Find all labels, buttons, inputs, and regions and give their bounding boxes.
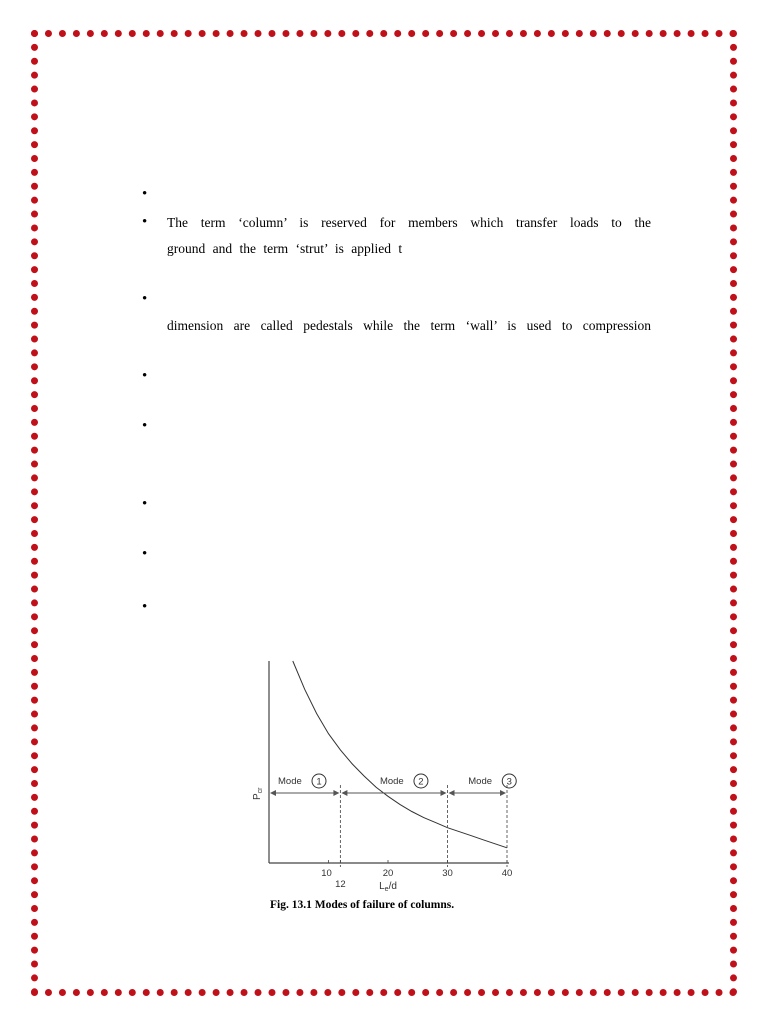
x-tick-label: 12 — [335, 879, 346, 890]
bullet-dot: • — [142, 186, 148, 202]
bullet-3 — [142, 291, 147, 308]
arrowhead-right — [441, 790, 447, 796]
y-axis-label-subscript: cr — [257, 787, 264, 794]
arrowhead-right — [333, 790, 339, 796]
bullet-dot: • — [142, 496, 148, 512]
paragraph-column-line-1: The term ‘column’ is reserved for members which transfer loads to the — [167, 215, 651, 230]
arrowhead-left — [449, 790, 455, 796]
arrowhead-left — [270, 790, 276, 796]
bullet-6 — [142, 496, 147, 513]
bullet-dot: • — [142, 291, 148, 307]
y-axis-label: $P_{cr}$ — [252, 787, 264, 800]
mode-number: 2 — [418, 776, 424, 788]
bullet-dot: • — [142, 368, 148, 384]
mode-number: 1 — [316, 776, 322, 788]
bullet-8 — [142, 599, 147, 616]
mode-number: 3 — [506, 776, 512, 788]
x-tick-label: 30 — [442, 868, 453, 879]
x-axis-label-rest: /d — [388, 881, 397, 892]
arrowhead-left — [341, 790, 347, 796]
paragraph-column-line-2: ground and the term ‘strut’ is applied t — [167, 241, 403, 256]
bullet-4 — [142, 368, 147, 385]
mode-label: Mode — [278, 776, 302, 787]
bullet-dot: • — [142, 599, 148, 615]
bullet-1 — [142, 186, 147, 203]
mode-label: Mode — [468, 776, 493, 787]
figure-caption: Fig. 13.1 Modes of failure of columns. — [270, 899, 455, 911]
bullet-dot: • — [142, 214, 148, 230]
bullet-7 — [142, 546, 147, 563]
bullet-2 — [142, 214, 147, 231]
modes-of-failure-chart — [240, 655, 540, 915]
x-tick-label: 10 — [321, 868, 332, 879]
mode-label: Mode — [379, 776, 404, 787]
bullet-5 — [142, 418, 147, 435]
bullet-dot: • — [142, 546, 148, 562]
x-tick-label: 20 — [382, 868, 394, 879]
buckling-curve — [293, 661, 507, 848]
bullet-dot: • — [142, 418, 148, 434]
x-axis-label: $L_e/d$ — [379, 881, 397, 893]
paragraph-pedestal-line-2: dimension are called pedestals while the term ‘wall’ is used to compression — [167, 318, 651, 333]
x-axis-label-subscript: e — [384, 886, 389, 893]
x-tick-label: 40 — [501, 868, 513, 879]
arrowhead-right — [500, 790, 506, 796]
